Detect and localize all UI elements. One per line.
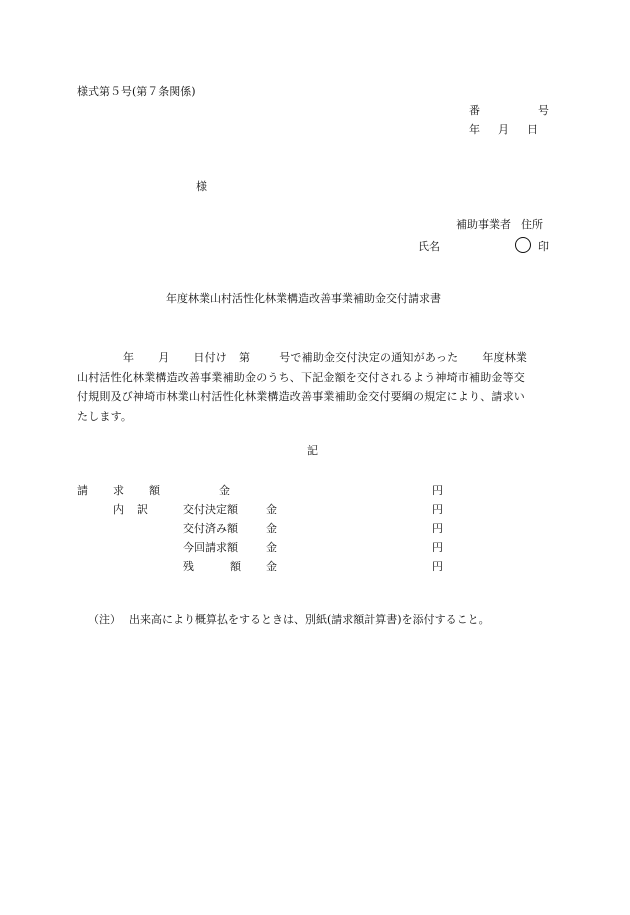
body-notice: 号で補助金交付決定の通知があった (279, 351, 459, 364)
seal-label: 印 (538, 240, 549, 253)
body-year: 年 (123, 351, 135, 364)
remaining-label-1: 残 (183, 560, 194, 573)
ki-heading: 記 (307, 444, 318, 457)
body-line-4: たします。 (77, 409, 133, 423)
breakdown-yen: 円 (432, 503, 443, 516)
doc-number-label: 番 (469, 104, 480, 117)
applicant-title: 補助事業者 (456, 218, 511, 231)
body-dated: 日付け (193, 351, 228, 364)
breakdown-label: 交付決定額 (183, 503, 238, 516)
body-fiscal-year: 年度林業 (482, 351, 528, 364)
breakdown-row-4 (0, 558, 630, 572)
applicant-name (418, 237, 549, 253)
body-line-3: 付規則及び神埼市林業山村活性化林業構造改善事業補助金交付要綱の規定により、請求い (77, 390, 525, 403)
uchiwake-2: 訳 (137, 503, 148, 516)
uchiwake-1: 内 (113, 503, 124, 516)
body-month: 月 (158, 351, 170, 364)
body-line-2: 山村活性化林業構造改善事業補助金のうち、下記金額を交付されるよう神埼市補助金等交 (77, 370, 525, 384)
body-paragraph (77, 348, 559, 426)
claim-label-2: 求 (113, 484, 124, 497)
document-number (469, 105, 549, 116)
body-dai: 第 (239, 351, 251, 364)
seal-circle-icon (515, 237, 531, 253)
claim-label-1: 請 (77, 484, 88, 497)
claim-yen: 円 (432, 484, 443, 497)
date-month: 月 (498, 123, 509, 136)
breakdown-yen: 円 (432, 560, 443, 573)
breakdown-kin: 金 (266, 560, 277, 573)
date-year: 年 (469, 123, 480, 136)
breakdown-row-3 (0, 539, 630, 553)
breakdown-label: 交付済み額 (183, 522, 238, 535)
breakdown-kin: 金 (266, 541, 277, 554)
address-label: 住所 (521, 218, 543, 231)
breakdown-label: 今回請求額 (183, 541, 238, 554)
claim-amount-row (0, 482, 630, 496)
document-date (469, 124, 538, 135)
breakdown-yen: 円 (432, 522, 443, 535)
form-number: 様式第５号(第７条関係) (77, 85, 196, 98)
breakdown-row-2 (0, 520, 630, 534)
footnote-text: 出来高により概算払をするときは、別紙(請求額計算書)を添付すること。 (129, 613, 490, 626)
doc-number-suffix: 号 (538, 104, 549, 117)
body-line-1 (77, 348, 559, 368)
addressee-honorific: 様 (196, 180, 207, 193)
name-label: 氏名 (418, 240, 440, 253)
date-day: 日 (527, 123, 538, 136)
claim-kin: 金 (219, 484, 230, 497)
footnote (88, 614, 490, 625)
document-title: 年度林業山村活性化林業構造改善事業補助金交付請求書 (166, 292, 441, 305)
claim-label-3: 額 (149, 484, 160, 497)
remaining-label-2: 額 (230, 560, 241, 573)
breakdown-kin: 金 (266, 522, 277, 535)
footnote-prefix: （注） (88, 613, 121, 626)
applicant-address (456, 219, 543, 230)
breakdown-kin: 金 (266, 503, 277, 516)
breakdown-yen: 円 (432, 541, 443, 554)
breakdown-row-1 (0, 501, 630, 515)
